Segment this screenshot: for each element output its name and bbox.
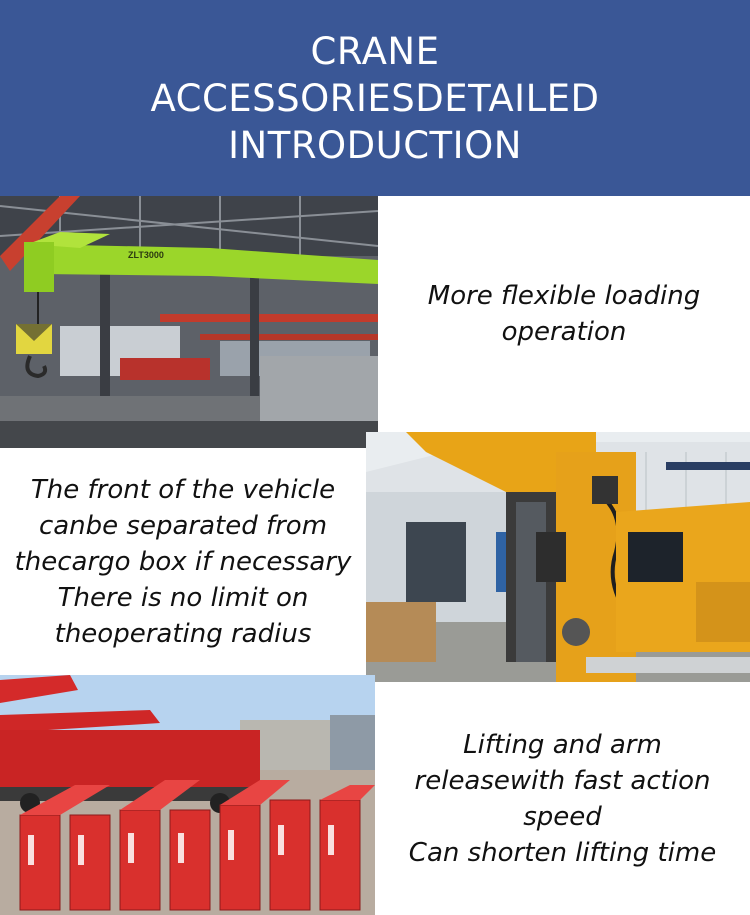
boom-model-label: ZLT3000 — [128, 250, 164, 260]
yellow-crane-column-photo — [366, 432, 750, 682]
caption-line: Can shorten lifting time — [408, 837, 717, 868]
caption-line: The front of the vehicle — [30, 474, 336, 505]
caption-line: releasewith fast action — [414, 765, 711, 796]
green-crane-boom-photo — [0, 196, 378, 448]
caption-line: Lifting and arm — [463, 729, 662, 760]
header-title-line-3: INTRODUCTION — [228, 123, 522, 167]
page-header — [0, 0, 750, 196]
caption-flexible-loading — [378, 196, 750, 432]
header-title-line-2: ACCESSORIESDETAILED — [150, 76, 600, 120]
caption-vehicle-separation — [0, 448, 366, 675]
caption-line: speed — [523, 801, 602, 832]
caption-line: thecargo box if necessary — [14, 546, 352, 577]
caption-line: operation — [501, 317, 627, 347]
caption-fast-lifting — [375, 682, 750, 915]
header-title-line-1: CRANE — [310, 29, 440, 73]
red-crane-booms-yard-photo — [0, 675, 375, 915]
caption-line: There is no limit on — [57, 582, 309, 613]
caption-line: canbe separated from — [38, 510, 328, 541]
caption-line: More flexible loading — [427, 281, 701, 311]
caption-line: theoperating radius — [54, 618, 312, 649]
